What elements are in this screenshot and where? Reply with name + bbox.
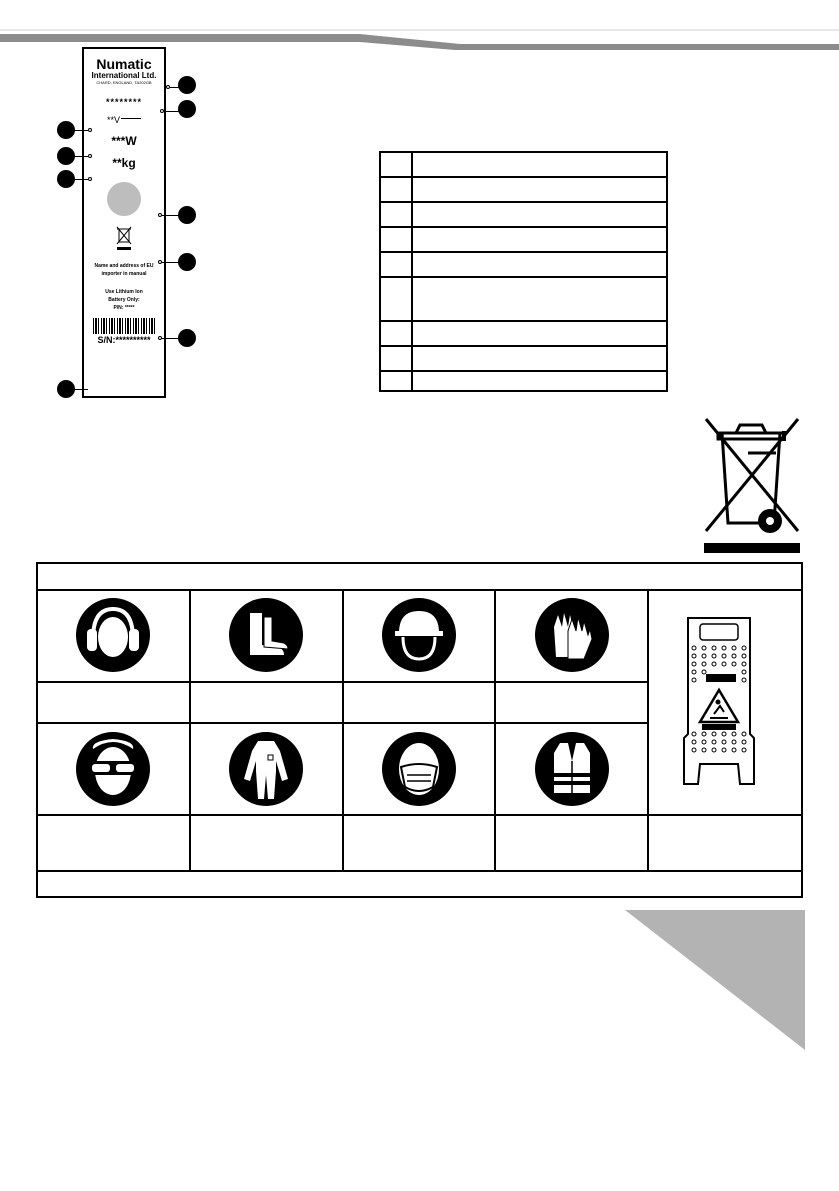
table-divider bbox=[342, 589, 344, 872]
label-model: ******** bbox=[105, 97, 143, 107]
table-row bbox=[380, 371, 667, 391]
leader-tick bbox=[88, 154, 92, 158]
label-brand: Numatic bbox=[96, 56, 152, 72]
safety-boots-icon bbox=[228, 597, 304, 673]
callout-marker bbox=[57, 170, 75, 188]
label-voltage: **V bbox=[84, 115, 164, 125]
table-divider bbox=[36, 589, 803, 591]
leader-line bbox=[162, 215, 179, 216]
eye-protection-icon bbox=[75, 731, 151, 807]
label-address: CHARD, ENGLAND, TA202GB bbox=[96, 80, 152, 85]
table-divider bbox=[647, 589, 649, 872]
table-row bbox=[380, 202, 667, 227]
ear-protection-icon bbox=[75, 597, 151, 673]
callout-marker bbox=[57, 147, 75, 165]
callout-marker bbox=[178, 100, 196, 118]
page-corner-tab bbox=[625, 910, 805, 1050]
table-divider bbox=[36, 870, 803, 872]
callout-marker bbox=[57, 121, 75, 139]
leader-tick bbox=[88, 128, 92, 132]
leader-tick bbox=[88, 177, 92, 181]
hi-vis-vest-icon bbox=[534, 731, 610, 807]
hard-hat-icon bbox=[381, 597, 457, 673]
callout-marker bbox=[178, 329, 196, 347]
label-importer: Name and address of EU importer in manual bbox=[94, 263, 154, 277]
leader-line bbox=[74, 179, 88, 180]
callout-marker bbox=[178, 253, 196, 271]
wet-floor-sign-icon bbox=[680, 614, 758, 798]
label-company: International Ltd. bbox=[91, 71, 157, 80]
callout-marker bbox=[57, 380, 75, 398]
label-serial: S/N:********** bbox=[97, 335, 151, 345]
label-legend-table bbox=[379, 151, 668, 392]
overalls-icon bbox=[228, 731, 304, 807]
leader-line bbox=[162, 338, 179, 339]
callout-marker bbox=[178, 206, 196, 224]
table-row bbox=[380, 321, 667, 346]
weee-small-icon bbox=[114, 225, 134, 251]
certification-disc bbox=[107, 182, 141, 216]
label-weight: **kg bbox=[112, 156, 136, 170]
rating-label bbox=[82, 47, 166, 398]
table-row bbox=[380, 346, 667, 371]
barcode bbox=[93, 318, 155, 334]
leader-line bbox=[74, 130, 88, 131]
table-row bbox=[380, 177, 667, 202]
gloves-icon bbox=[534, 597, 610, 673]
label-power: ***W bbox=[111, 134, 137, 148]
table-divider bbox=[494, 589, 496, 872]
dc-symbol-icon bbox=[121, 118, 141, 125]
dust-mask-icon bbox=[381, 731, 457, 807]
leader-line bbox=[164, 111, 179, 112]
table-divider bbox=[189, 589, 191, 872]
table-divider bbox=[36, 814, 803, 816]
table-row bbox=[380, 152, 667, 177]
table-row bbox=[380, 277, 667, 321]
leader-line bbox=[162, 262, 179, 263]
table-row bbox=[380, 252, 667, 277]
table-row bbox=[380, 227, 667, 252]
leader-line bbox=[74, 389, 88, 390]
callout-marker bbox=[178, 76, 196, 94]
label-battery: Use Lithium Ion Battery Only: P/N: ***** bbox=[105, 289, 143, 311]
weee-bin-icon bbox=[700, 413, 804, 555]
leader-line bbox=[74, 156, 88, 157]
